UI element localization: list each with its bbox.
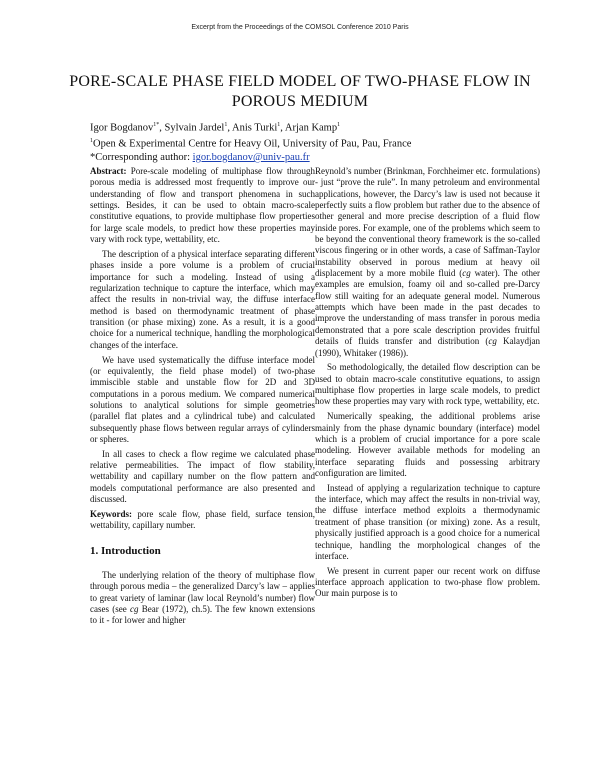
section-heading: 1. Introduction xyxy=(90,544,161,557)
email-link[interactable]: igor.bogdanov@univ-pau.fr xyxy=(192,152,310,163)
affiliation-sup: 1 xyxy=(90,138,93,144)
author-name: Anis Turki xyxy=(232,122,278,134)
keywords: Keywords: pore scale flow, phase field, surface tension, wettability, capillary number. xyxy=(90,508,315,531)
abstract-paragraph: The description of a physical interface separating different phases inside a pore volume is a problem of crucial importance for such a modeling. Instead of using a regularization technique to capture the interface, which may affect the results in non-trivial way, the diffuse interface method is based on thermodynamic treatment of phase transition (or phase mixing) zone. As a result, it is a good choice for a numerical technique, handling the morphological changes of the interface. xyxy=(90,248,315,350)
keywords-label: Keywords: xyxy=(90,508,132,519)
right-column xyxy=(315,166,540,603)
author-name: Sylvain Jardel xyxy=(164,122,225,134)
author-sup: 1 xyxy=(277,122,281,128)
author-sup: 1 xyxy=(337,122,341,128)
author-block xyxy=(90,119,530,165)
abstract-paragraph: We have used systematically the diffuse interface model (or equivalently, the field phase model) of two-phase immiscible stable and unstable flow for 2D and 3D computations in a porous medium. We compared numerical solutions to analytical solutions for simple geometries (parallel flat plates and a cylindrical tube) and calculated subsequently phase flows between regular arrays of cylinders or spheres. xyxy=(90,354,315,444)
author-sup: 1 xyxy=(224,122,228,128)
author-name: Igor Bogdanov xyxy=(90,122,154,134)
body-paragraph: Instead of applying a regularization technique to capture the interface, which may affect the results in non-trivial way, the diffuse interface method exploits a thermodynamic treatment of phase transition (or mixing) zone. As a result, physically justified approach is a good choice for a numerical technique, handling the morphological changes of the interface. xyxy=(315,482,540,561)
left-column xyxy=(90,166,315,630)
conference-header-note: Excerpt from the Proceedings of the COMSOL Conference 2010 Paris xyxy=(191,24,409,31)
author-list: Igor Bogdanov$^{1*}$, Sylvain Jardel$^1$, Anis Turki$^1$, Arjan Kamp$^1$ xyxy=(90,122,341,134)
author-name: Arjan Kamp xyxy=(284,122,338,134)
abstract-paragraph: In all cases to check a flow regime we calculated phase relative permeabilities. The impact of flow stability, wettability and capillary number on the flow pattern and models computational performance are also presented and discussed. xyxy=(90,448,315,505)
body-paragraph: The underlying relation of the theory of multiphase flow through porous media – the generalized Darcy’s law – applies to great variety of laminar (law local Reynold’s number) flow cases (see cg Bear (1972), ch.5). The few known extensions to it - for lower and higher xyxy=(90,570,315,626)
body-paragraph: Reynold’s number (Brinkman, Forchheimer etc. formulations) - just “prove the rule”. In many petroleum and environmental applications, however, the Darcy’s law is used not because it perfectly suits a flow problem but rather due to the absence of other general and more precise description of a fluid flow inside pores. For example, one of the problems which seem to be beyond the conventional theory framework is the so-called viscous fingering or in other words, a case of Saffman-Taylor instability observed in porous medium at heavy oil displacement by a more mobile fluid (cg water). The other examples are emulsion, foamy oil and so-called pre-Darcy flow still waiting for an adequate general model. Numerous attempts which have been made in the past decades to improve the understanding of mass transfer in porous media demonstrated that a pore scale description provides fruitful details of fluids transfer and distribution (cg Kalaydjan (1990), Whitaker (1986)). xyxy=(315,166,541,358)
abstract-paragraph: Abstract: Pore-scale modeling of multiphase flow through porous media is addressed most frequently to improve our understanding of flow and transport phenomena in such settings. Besides, it can be used to obtain macro-scale constitutive equations, to provide multiphase flow properties for large scale models, to predict how these properties may vary with rock type, wettability, etc. xyxy=(90,166,315,245)
author-sup: 1* xyxy=(153,122,160,128)
body-paragraph: So methodologically, the detailed flow description can be used to obtain macro-scale constitutive equations, to assign multiphase flow properties in large scale models, to predict how these properties may vary with rock type, wettability, etc. xyxy=(315,362,540,407)
abstract-label: Abstract: xyxy=(90,166,127,176)
body-paragraph: We present in current paper our recent work on diffuse interface approach application to two-phase flow problem. Our main purpose is to xyxy=(315,565,540,599)
paper-title: PORE-SCALE PHASE FIELD MODEL OF TWO-PHASE FLOW IN POROUS MEDIUM xyxy=(69,73,531,110)
affiliation: $^1$Open & Experimental Centre for Heavy Oil, University of Pau, Pau, France xyxy=(90,138,412,150)
corresponding-author: *Corresponding author: igor.bogdanov@univ-pau.fr xyxy=(90,152,310,163)
body-paragraph: Numerically speaking, the additional problems arise mainly from the phase dynamic boundary (interface) model which is a problem of crucial importance for a pore scale modeling. However available methods for modeling an interface separating fluids and possessing arbitrary configuration are limited. xyxy=(315,411,540,478)
